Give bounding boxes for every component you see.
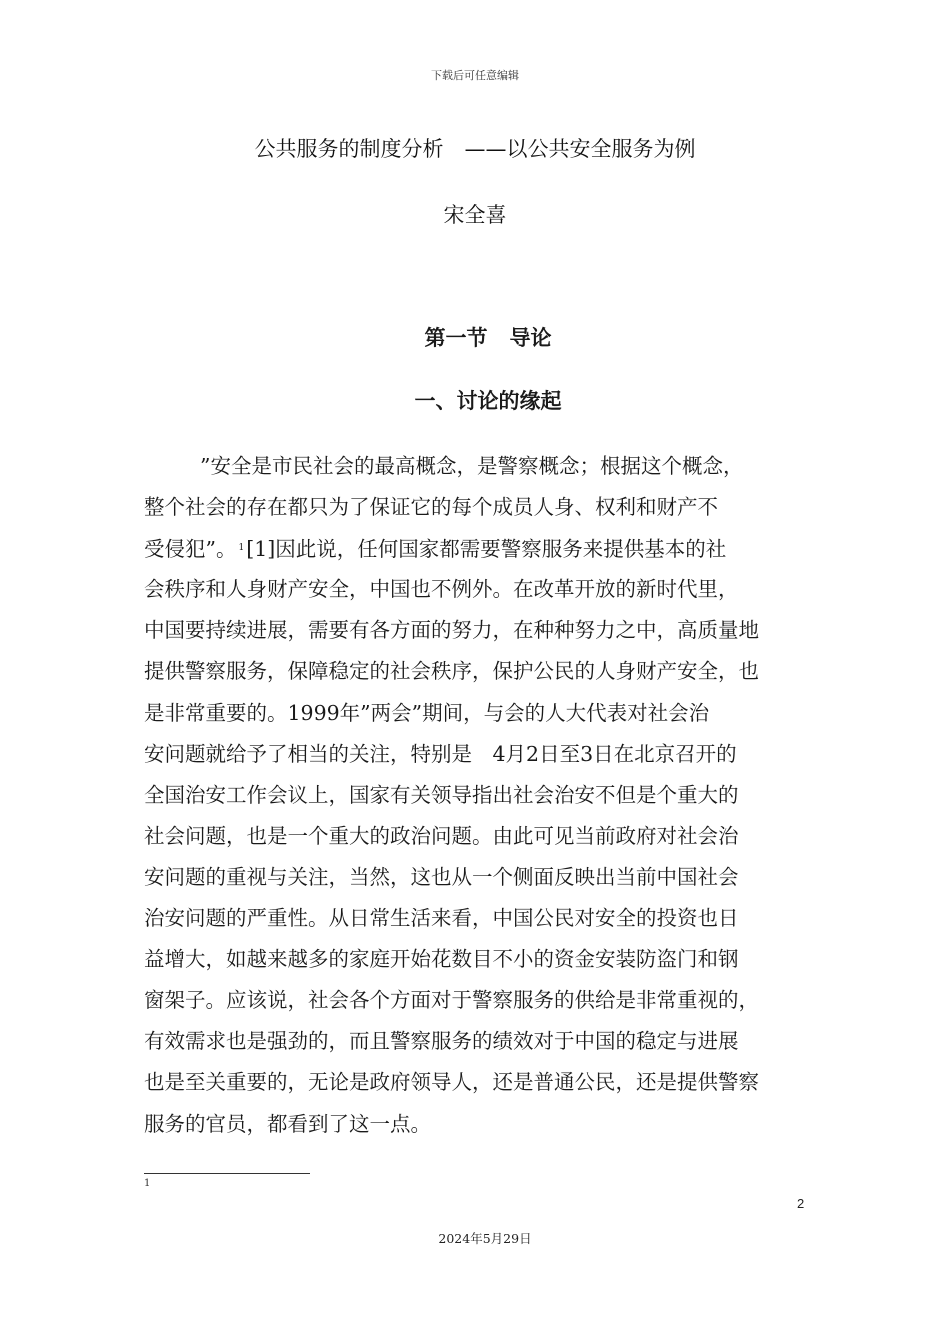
paragraph-line	[144, 775, 812, 816]
paragraph-line	[144, 734, 812, 775]
paragraph-line	[144, 1062, 812, 1103]
paragraph-line	[144, 939, 812, 980]
line-text: 服务的官员，都看到了这一点。	[144, 1111, 431, 1136]
footnote-mark: 1	[144, 1178, 151, 1189]
paragraph-line	[144, 651, 812, 692]
line-text: 中国要持续进展，需要有各方面的努力，在种种努力之中，高质量地	[144, 618, 759, 643]
line-text: 提供警察服务，保障稳定的社会秩序，保护公民的人身财产安全，也	[144, 659, 759, 684]
section-heading	[0, 322, 950, 352]
line-text: 窗架子。应该说，社会各个方面对于警察服务的供给是非常重视的，	[144, 988, 759, 1013]
paragraph-line	[144, 857, 812, 898]
body-paragraph	[144, 446, 812, 1145]
line-text: 社会问题，也是一个重大的政治问题。由此可见当前政府对社会治	[144, 823, 739, 848]
line-text: 受侵犯”。	[144, 537, 237, 562]
paragraph-line	[144, 1021, 812, 1062]
paragraph-line	[144, 487, 812, 528]
line-text: 也是至关重要的，无论是政府领导人，还是普通公民，还是提供警察	[144, 1070, 759, 1095]
paragraph-line	[144, 980, 812, 1021]
paragraph-line	[144, 816, 812, 857]
line-text: 整个社会的存在都只为了保证它的每个成员人身、权利和财产不	[144, 495, 718, 520]
paragraph-line	[144, 528, 812, 569]
paragraph-line	[144, 610, 812, 651]
line-text: [1]因此说，任何国家都需要警察服务来提供基本的社	[246, 537, 727, 562]
page-number: 2	[797, 1196, 805, 1211]
line-text: 益增大，如越来越多的家庭开始花数目不小的资金安装防盗门和钢	[144, 947, 739, 972]
line-text: 是非常重要的。1999年”两会”期间，与会的人大代表对社会治	[144, 700, 710, 725]
line-text: 安问题的重视与关注，当然，这也从一个侧面反映出当前中国社会	[144, 864, 739, 889]
footer-date: 2024年5月29日	[438, 1231, 532, 1246]
document-title: 公共服务的制度分析 ——以公共安全服务为例	[254, 137, 696, 161]
paragraph-line	[144, 569, 812, 610]
author-name: 宋全喜	[443, 203, 507, 227]
header-note: 下载后可任意编辑	[431, 69, 519, 82]
paragraph-line	[144, 446, 812, 487]
line-text: 治安问题的严重性。从日常生活来看，中国公民对安全的投资也日	[144, 906, 739, 931]
line-text: 有效需求也是强劲的，而且警察服务的绩效对于中国的稳定与进展	[144, 1029, 739, 1054]
paragraph-line	[144, 1104, 812, 1145]
line-text: 会秩序和人身财产安全，中国也不例外。在改革开放的新时代里，	[144, 577, 739, 602]
paragraph-line	[144, 898, 812, 939]
footnote-reference[interactable]: 1	[238, 543, 245, 554]
paragraph-line	[144, 693, 812, 734]
line-text: ”安全是市民社会的最高概念，是警察概念；根据这个概念，	[200, 454, 744, 478]
line-text: 安问题就给予了相当的关注，特别是 4月2日至3日在北京召开的	[144, 741, 737, 766]
subsection-heading: 一、讨论的缘起	[414, 389, 562, 413]
line-text: 全国治安工作会议上，国家有关领导指出社会治安不但是个重大的	[144, 782, 739, 807]
section-name: 导论	[509, 326, 552, 350]
footnote-divider	[144, 1173, 310, 1174]
section-number: 第一节	[424, 326, 488, 350]
